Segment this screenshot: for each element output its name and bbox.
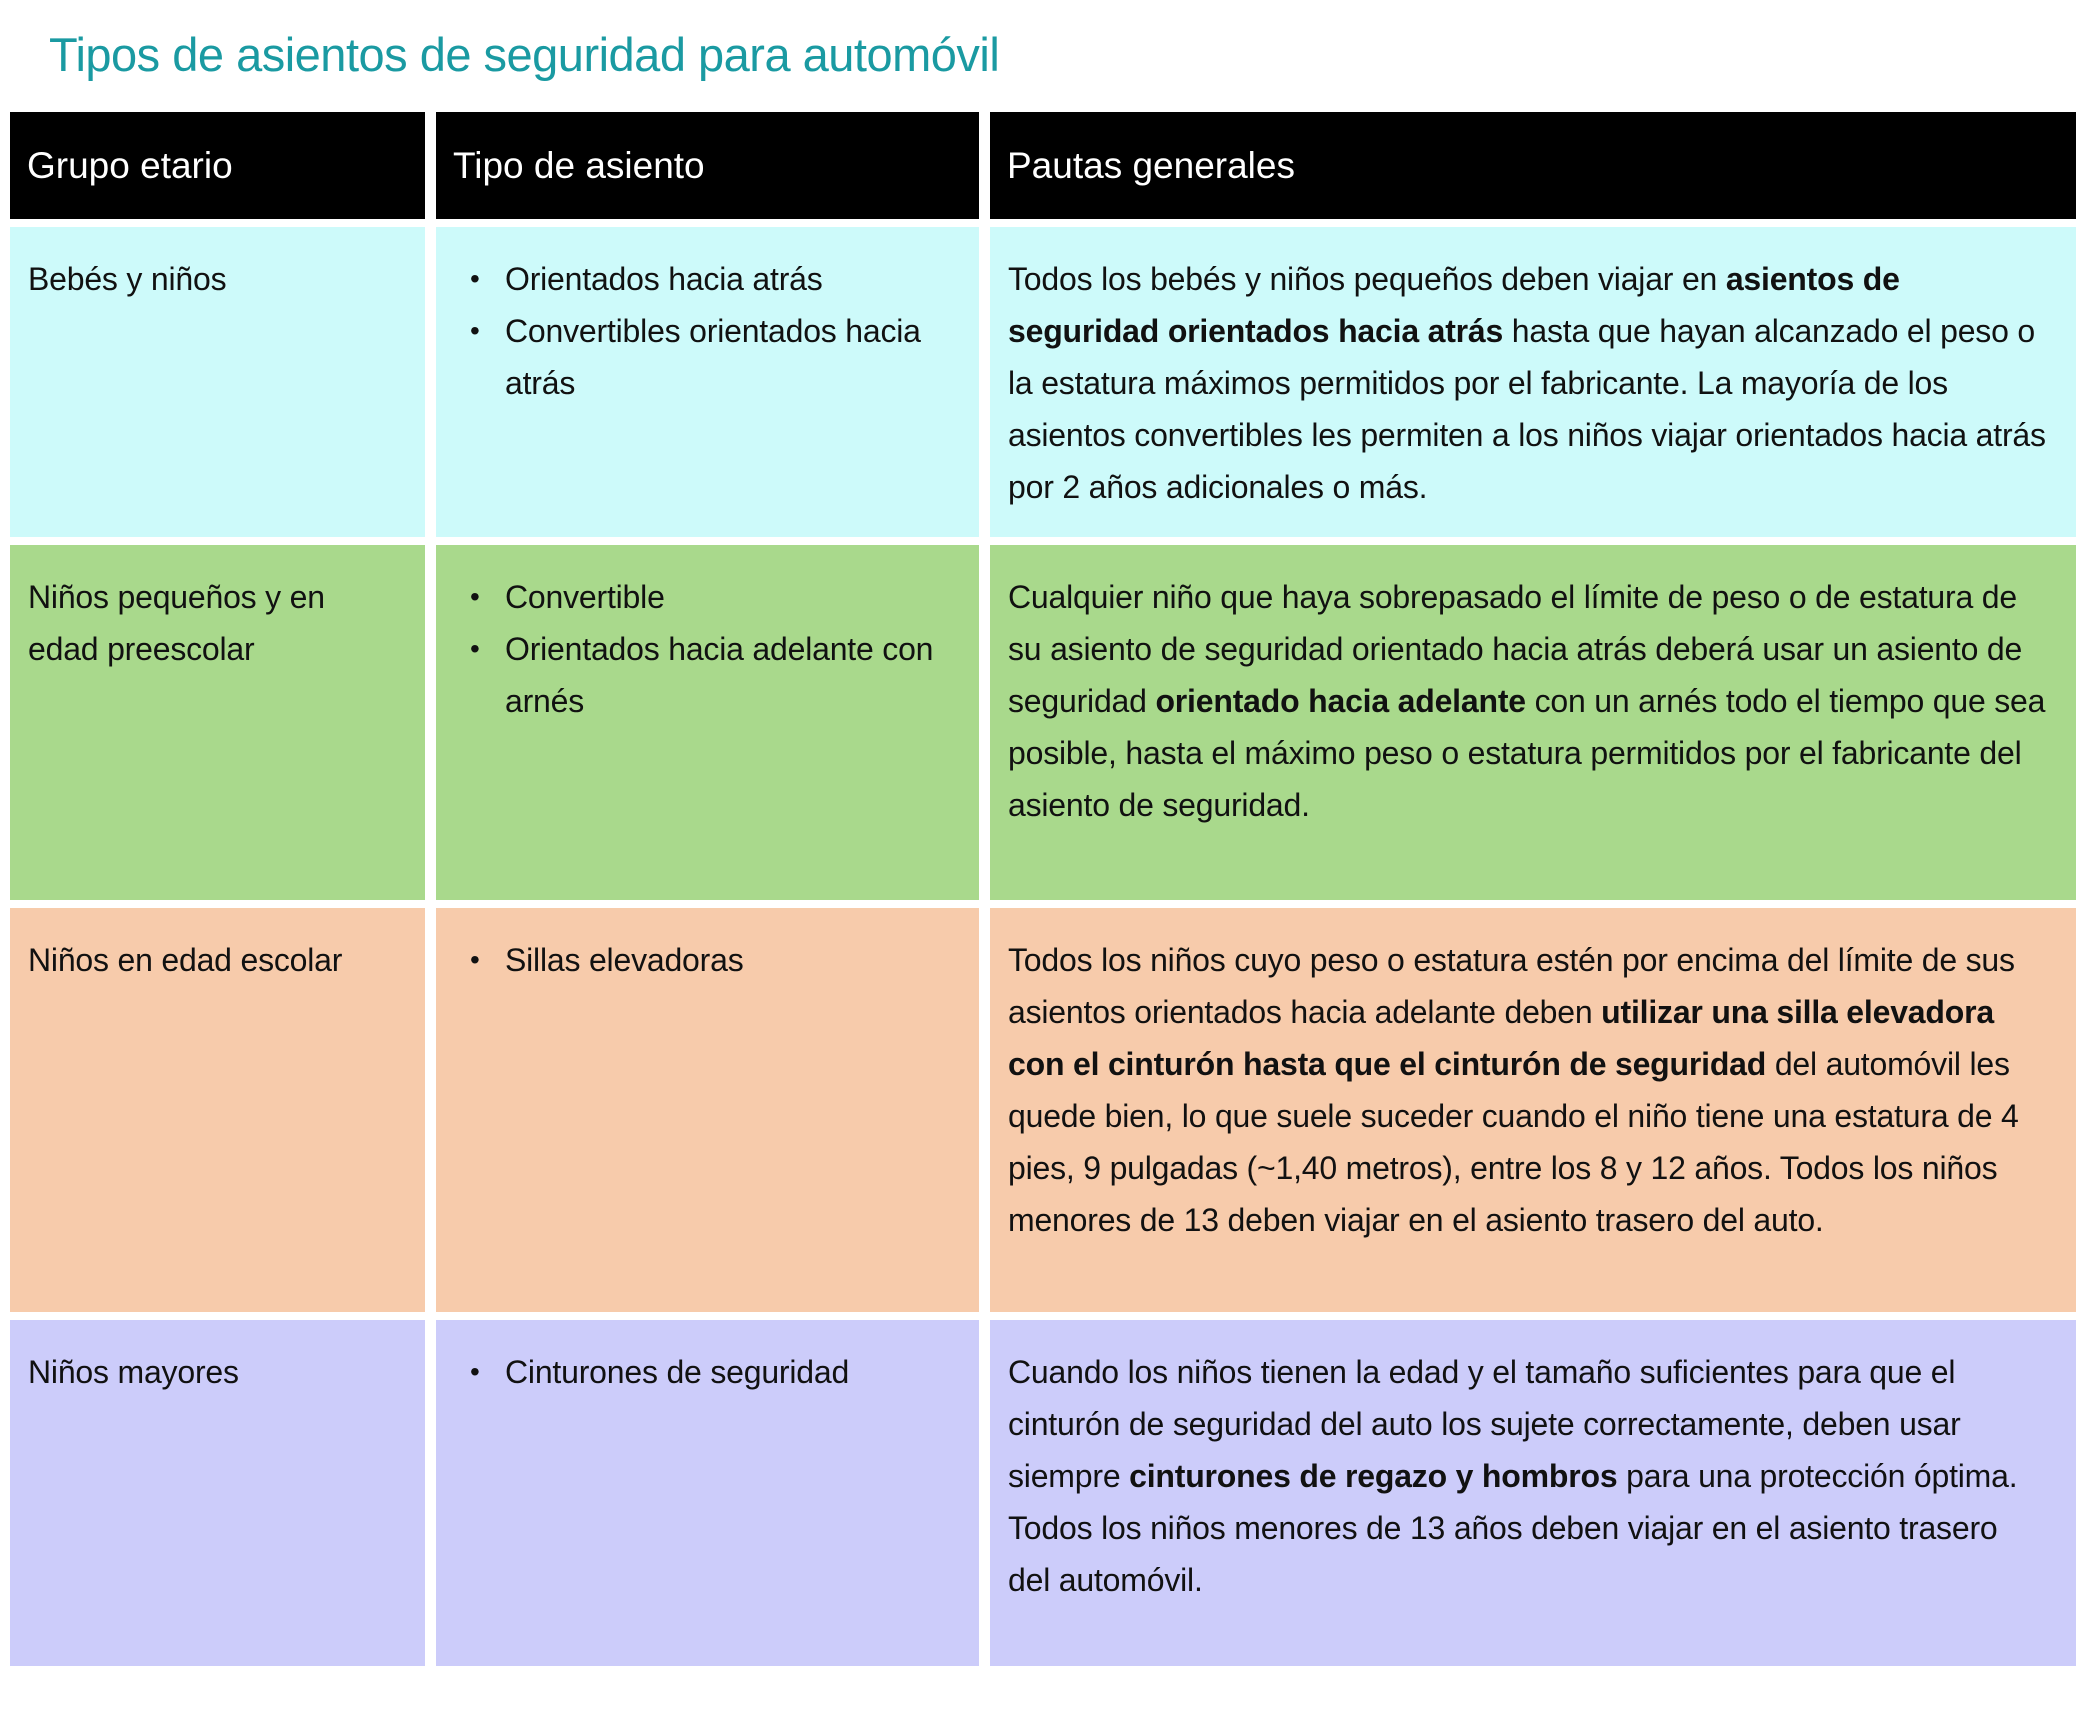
table-row-infants [10,227,2076,537]
bullet-icon: • [470,633,480,664]
guidelines-cell [990,545,2076,900]
guidelines-bold-text: asientos de seguridad orientados hacia atrás [1008,261,1900,349]
list-item [470,934,949,986]
guidelines-text: Todos los niños cuyo peso o estatura estén por encima del límite de sus asientos orientados hacia adelante deben utilizar una silla elevadora con el cinturón hasta que el cinturón de seguridad del automóvil les quede bien, lo que suele suceder cuando el niño tiene una estatura de 4 pies, 9 pulgadas (~1,40 metros), entre los 8 y 12 años. Todos los niños menores de 13 deben viajar en el asiento trasero del auto. [1008,942,2019,1238]
seat-type-cell [436,545,979,900]
guidelines-cell [990,227,2076,537]
guidelines-bold-text: cinturones de regazo y hombros [1129,1458,1618,1494]
guidelines-cell [990,908,2076,1312]
bullet-icon: • [470,944,480,975]
seat-type-label: Cinturones de seguridad [505,1354,850,1390]
age-group-cell: Bebés y niños [10,227,425,537]
seat-type-list [436,934,949,986]
guidelines-text: Cuando los niños tienen la edad y el tamaño suficientes para que el cinturón de seguridad del auto los sujete correctamente, deben usar siempre cinturones de regazo y hombros para una protección óptima. Todos los niños menores de 13 años deben viajar en el asiento trasero del automóvil. [1008,1354,2018,1598]
guidelines-bold-text: utilizar una silla elevadora con el cinturón hasta que el cinturón de seguridad [1008,994,1994,1082]
header-seat-type: Tipo de asiento [436,112,979,219]
seat-type-label: Orientados hacia adelante con arnés [505,631,934,719]
seat-type-cell [436,227,979,537]
table-header-row [10,112,2076,219]
seat-type-label: Orientados hacia atrás [505,261,823,297]
bullet-icon: • [470,581,480,612]
age-group-cell: Niños mayores [10,1320,425,1666]
table-body [10,227,2076,1666]
table-row-toddlers [10,545,2076,900]
guidelines-text: Todos los bebés y niños pequeños deben viajar en asientos de seguridad orientados hacia atrás hasta que hayan alcanzado el peso o la estatura máximos permitidos por el fabricante. La mayoría de los asientos convertibles les permiten a los niños viajar orientados hacia atrás por 2 años adicionales o más. [1008,261,2046,505]
table-row-older-children [10,1320,2076,1666]
bullet-icon: • [470,315,480,346]
guidelines-bold-text: orientado hacia adelante [1155,683,1526,719]
bullet-icon: • [470,263,480,294]
guidelines-cell [990,1320,2076,1666]
seat-type-label: Sillas elevadoras [505,942,744,978]
seat-type-list [436,253,949,409]
guidelines-text: Cualquier niño que haya sobrepasado el límite de peso o de estatura de su asiento de seguridad orientado hacia atrás deberá usar un asiento de seguridad orientado hacia adelante con un arnés todo el tiempo que sea posible, hasta el máximo peso o estatura permitidos por el fabricante del asiento de seguridad. [1008,579,2046,823]
seat-type-list [436,1346,949,1398]
age-group-cell: Niños en edad escolar [10,908,425,1312]
seat-type-cell [436,908,979,1312]
header-guidelines: Pautas generales [990,112,2076,219]
list-item [470,253,949,305]
bullet-icon: • [470,1356,480,1387]
page-title: Tipos de asientos de seguridad para automóvil [49,28,1000,81]
seat-type-label: Convertibles orientados hacia atrás [505,313,921,401]
header-age-group: Grupo etario [10,112,425,219]
table-row-school-age [10,908,2076,1312]
car-seat-table [10,112,2076,1666]
seat-type-list [436,571,949,727]
seat-type-label: Convertible [505,579,665,615]
page [0,22,2085,1711]
seat-type-cell [436,1320,979,1666]
list-item [470,623,949,727]
list-item [470,305,949,409]
list-item [470,1346,949,1398]
age-group-cell: Niños pequeños y en edad preescolar [10,545,425,900]
list-item [470,571,949,623]
